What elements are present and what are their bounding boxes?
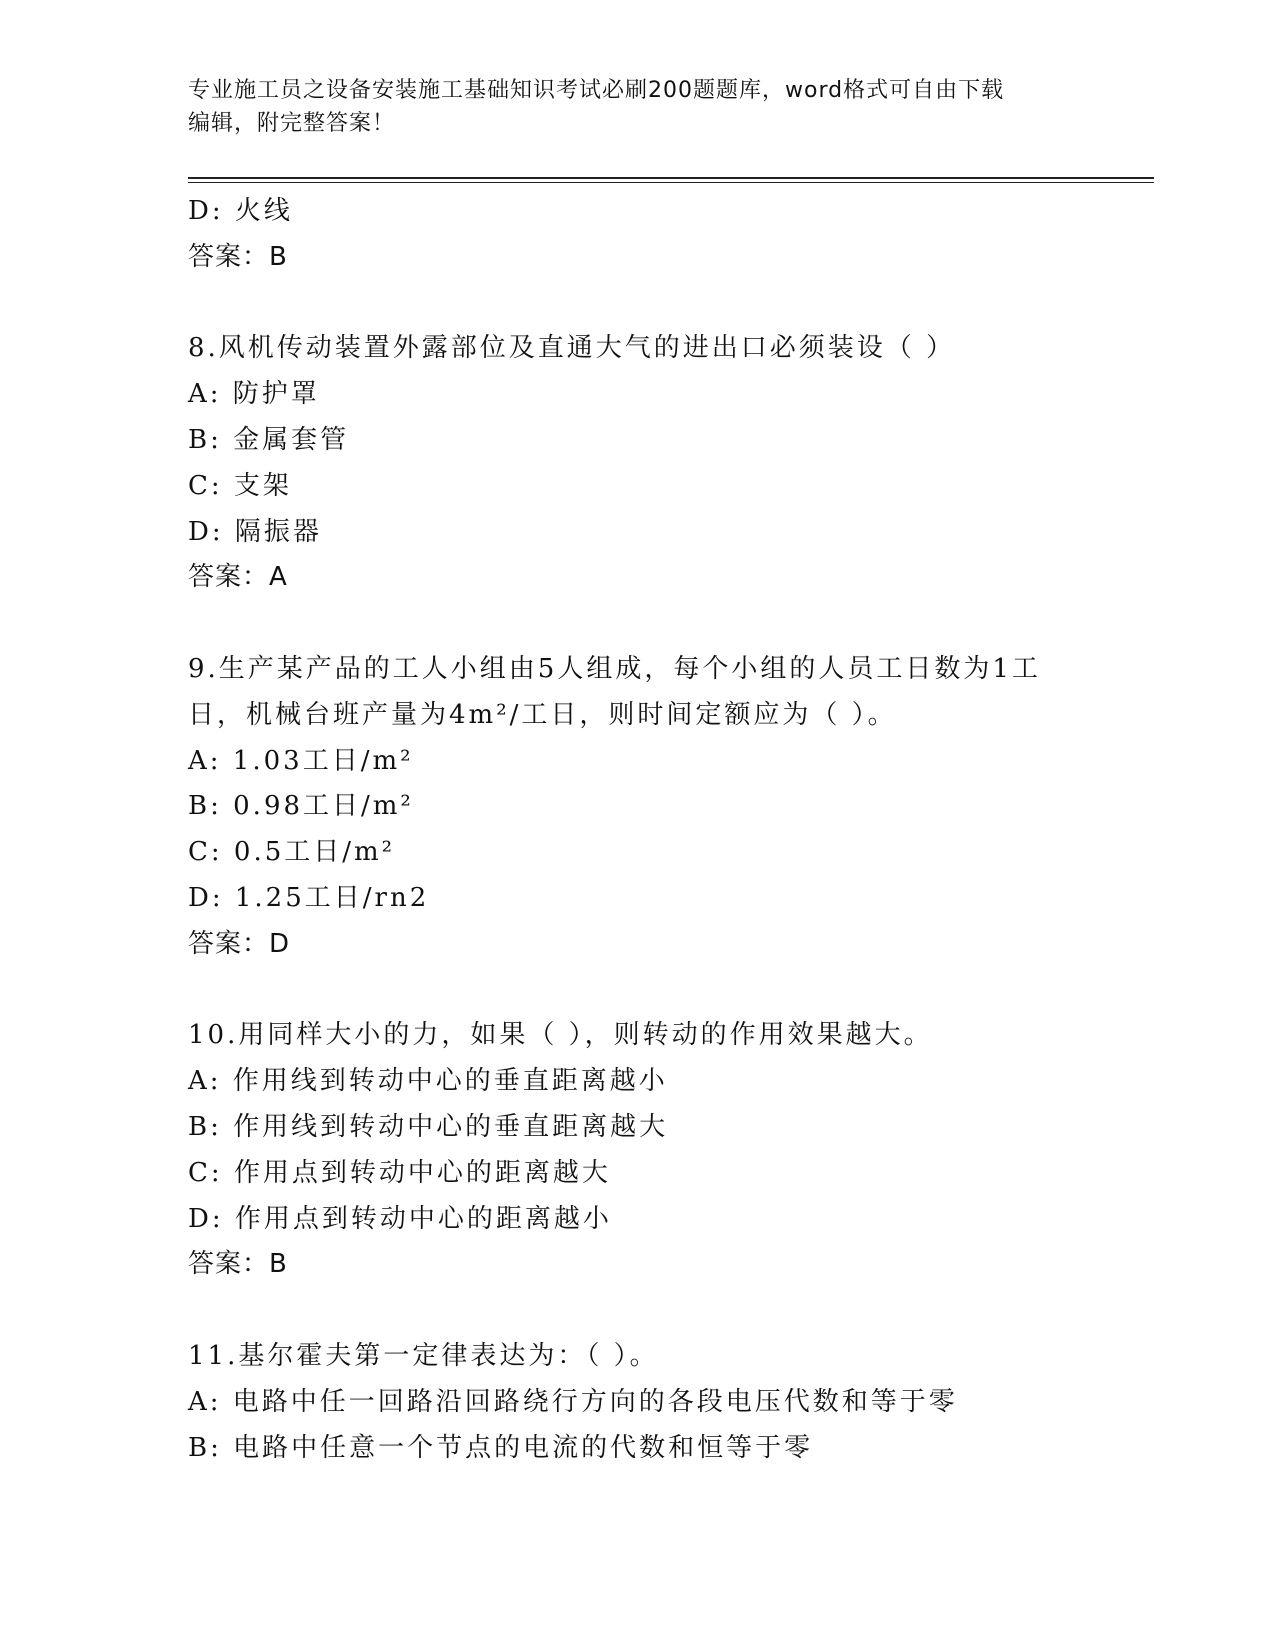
option-d: D: 1.25工日/rn2 <box>188 882 430 913</box>
answer-line: 答案：D <box>188 928 291 959</box>
page-header <box>188 74 1068 140</box>
question-stem-line-1: 9.生产某产品的工人小组由5人组成，每个小组的人员工日数为1工 <box>188 653 1041 684</box>
question-10 <box>188 1013 1108 1288</box>
option-b: B: 0.98工日/m² <box>188 791 414 822</box>
question-stem: 11.基尔霍夫第一定律表达为：（ ）。 <box>188 1340 659 1371</box>
spacer <box>188 601 1108 647</box>
question-stem: 8.风机传动装置外露部位及直通大气的进出口必须装设（ ） <box>188 333 956 364</box>
question-9 <box>188 647 1108 968</box>
option-d: D: 隔振器 <box>188 516 322 547</box>
previous-question-tail <box>188 189 1108 281</box>
spacer <box>188 281 1108 327</box>
question-8 <box>188 326 1108 601</box>
header-rule-thin <box>188 182 1154 183</box>
option-d: D: 火线 <box>188 196 293 226</box>
option-a: A: 电路中任一回路沿回路绕行方向的各段电压代数和等于零 <box>188 1386 958 1417</box>
option-c: C: 0.5工日/m² <box>188 837 396 868</box>
option-a: A: 1.03工日/m² <box>188 745 414 776</box>
spacer <box>188 1288 1108 1334</box>
header-title-line-2: 编辑，附完整答案！ <box>188 111 396 136</box>
option-d: D: 作用点到转动中心的距离越小 <box>188 1203 612 1234</box>
option-b: B: 电路中任意一个节点的电流的代数和恒等于零 <box>188 1432 814 1463</box>
option-c: C: 支架 <box>188 470 292 501</box>
answer-line: 答案：B <box>188 1249 288 1280</box>
question-list <box>188 189 1108 1471</box>
header-title-line-1: 专业施工员之设备安装施工基础知识考试必刷200题题库，word格式可自由下载 <box>188 78 1005 103</box>
option-c: C: 作用点到转动中心的距离越大 <box>188 1157 611 1188</box>
option-b: B: 金属套管 <box>188 424 350 455</box>
answer-line: 答案：A <box>188 562 288 593</box>
question-stem: 10.用同样大小的力，如果（ ），则转动的作用效果越大。 <box>188 1020 933 1051</box>
option-b: B: 作用线到转动中心的垂直距离越大 <box>188 1111 669 1142</box>
spacer <box>188 968 1108 1014</box>
option-a: A: 作用线到转动中心的垂直距离越小 <box>188 1066 668 1097</box>
question-stem-line-2: 日，机械台班产量为4m²/工日，则时间定额应为（ ）。 <box>188 699 897 730</box>
option-a: A: 防护罩 <box>188 379 320 410</box>
question-11 <box>188 1334 1108 1471</box>
header-rule-thick <box>188 177 1154 179</box>
answer-line: 答案：B <box>188 241 288 272</box>
